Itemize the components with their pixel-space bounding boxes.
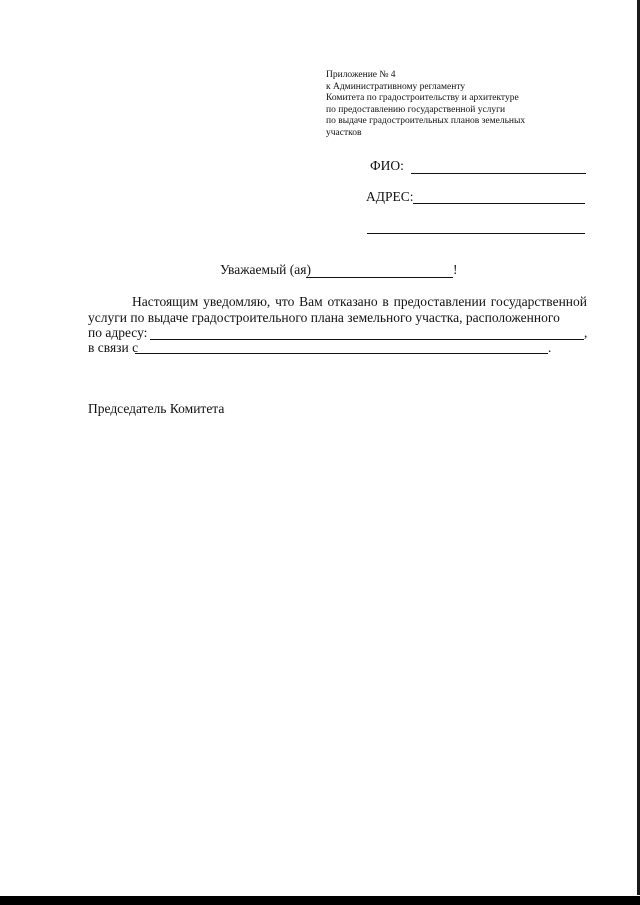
body-address-label: по адресу: (88, 325, 148, 340)
refusal-paragraph (88, 294, 587, 325)
signature-title: Председатель Комитета (88, 401, 225, 416)
reason-label: в связи с (88, 340, 139, 355)
appendix-line-5: по выдаче градостроительных планов земельных (326, 116, 526, 127)
address-label: АДРЕС: (366, 189, 414, 204)
refusal-paragraph-text: Настоящим уведомляю, что Вам отказано в предоставлении государственной услуги по выдаче градостроительного плана земельного участка, расположенного (88, 294, 587, 325)
address-extra-blank-line (367, 233, 585, 234)
reason-end: . (548, 340, 552, 355)
body-address-end: , (584, 325, 588, 340)
greeting-suffix: ! (453, 262, 458, 277)
appendix-line-6: участков (326, 127, 362, 138)
appendix-line-4: по предоставлению государственной услуги (326, 104, 506, 115)
appendix-line-1: Приложение № 4 (326, 70, 396, 80)
fio-label: ФИО: (370, 158, 404, 173)
greeting-name-blank-line (306, 277, 453, 278)
appendix-line-2: к Административному регламенту (326, 81, 466, 92)
greeting-prefix: Уважаемый (ая) (220, 262, 311, 277)
body-address-blank-line (150, 339, 584, 340)
appendix-header (326, 70, 606, 140)
appendix-line-3: Комитета по градостроительству и архитектуре (326, 93, 519, 104)
scan-bottom-edge (0, 896, 640, 905)
address-blank-line (413, 203, 585, 204)
fio-blank-line (411, 173, 586, 174)
reason-blank-line (135, 353, 548, 354)
